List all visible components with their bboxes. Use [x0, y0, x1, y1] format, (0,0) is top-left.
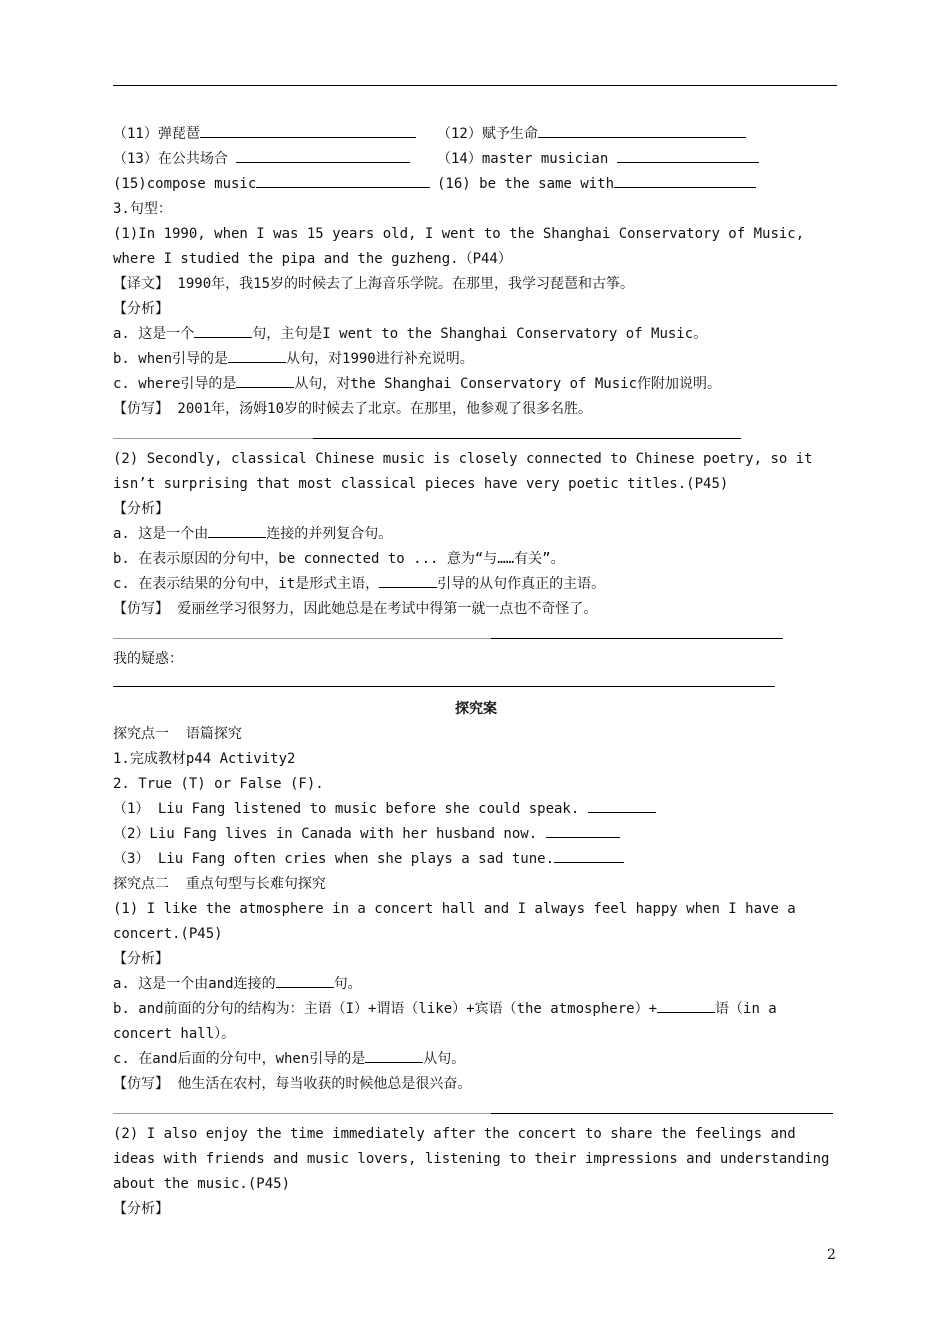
- imitation-prompt: 【仿写】 他生活在农村，每当收获的时候他总是很兴奋。: [113, 1076, 472, 1092]
- answer-blank[interactable]: [228, 347, 286, 363]
- example-sentence: about the music.(P45): [113, 1176, 291, 1192]
- analysis-text: a. 这是一个: [113, 326, 195, 342]
- analysis-item: [113, 372, 839, 397]
- analysis-item: [113, 347, 839, 372]
- answer-blank[interactable]: [256, 172, 430, 188]
- page-number: 2: [827, 1247, 836, 1263]
- analysis-text: 从句。: [423, 1051, 466, 1067]
- subsection-title: 探究点一 语篇探究: [113, 726, 242, 742]
- example-sentence: isn’t surprising that most classical pieces have very poetic titles.(P45): [113, 476, 729, 492]
- doubts-label: 我的疑惑：: [113, 651, 183, 667]
- example-sentence: where I studied the pipa and the guzheng.（P44）: [113, 251, 512, 267]
- analysis-text: a. 这是一个由and连接的: [113, 976, 276, 992]
- imitation-prompt: 【仿写】 2001年，汤姆10岁的时候去了北京。在那里，他参观了很多名胜。: [113, 401, 592, 417]
- statement-text: （1） Liu Fang listened to music before she could speak.: [113, 801, 588, 817]
- answer-blank[interactable]: [236, 372, 294, 388]
- true-false-item: [113, 822, 839, 847]
- answer-blank[interactable]: [657, 997, 715, 1013]
- vocab-label: (16) be the same with: [437, 176, 615, 192]
- answer-blank[interactable]: [617, 147, 759, 163]
- analysis-item: b. 在表示原因的分句中，be connected to ... 意为“与……有关”。: [113, 551, 565, 567]
- answer-blank[interactable]: [236, 147, 410, 163]
- analysis-text: 语（in a: [715, 1001, 777, 1017]
- statement-text: （2）Liu Fang lives in Canada with her husband now.: [113, 826, 546, 842]
- vocab-label: （11）弹琵琶: [113, 126, 200, 142]
- translation: 【译文】 1990年，我15岁的时候去了上海音乐学院。在那里，我学习琵琶和古筝。: [113, 276, 634, 292]
- subsection-title: 探究点二 重点句型与长难句探究: [113, 876, 326, 892]
- analysis-text: 从句，对1990进行补充说明。: [286, 351, 474, 367]
- answer-blank[interactable]: [538, 122, 746, 138]
- analysis-text: b. and前面的分句的结构为：主语（I）+谓语（like）+宾语（the atmosphere）+: [113, 1001, 658, 1017]
- analysis-item: [113, 997, 839, 1022]
- example-sentence: (1)In 1990, when I was 15 years old, I went to the Shanghai Conservatory of Music,: [113, 226, 805, 242]
- vocab-label: （13）在公共场合: [113, 151, 237, 167]
- analysis-text: 引导的从句作真正的主语。: [437, 576, 606, 592]
- answer-blank[interactable]: [614, 172, 756, 188]
- vocab-row: [113, 172, 839, 197]
- section-title: 3.句型：: [113, 201, 172, 217]
- header-rule: [113, 85, 837, 86]
- example-sentence: (2) Secondly, classical Chinese music is closely connected to Chinese poetry, so it: [113, 451, 813, 467]
- answer-blank[interactable]: [365, 1047, 423, 1063]
- answer-line[interactable]: [113, 672, 839, 697]
- answer-line[interactable]: [113, 622, 839, 647]
- analysis-text: c. 在and后面的分句中，when引导的是: [113, 1051, 366, 1067]
- analysis-text: 连接的并列复合句。: [266, 526, 393, 542]
- analysis-text: b. when引导的是: [113, 351, 229, 367]
- answer-blank[interactable]: [546, 822, 620, 838]
- answer-blank[interactable]: [554, 847, 624, 863]
- analysis-text: a. 这是一个由: [113, 526, 209, 542]
- statement-text: （3） Liu Fang often cries when she plays a sad tune.: [113, 851, 555, 867]
- analysis-text: 句。: [333, 976, 362, 992]
- answer-blank[interactable]: [379, 572, 437, 588]
- analysis-text: 从句，对the Shanghai Conservatory of Music作附加说明。: [294, 376, 722, 392]
- vocab-row: [113, 122, 839, 147]
- analysis-item: [113, 1047, 839, 1072]
- analysis-label: 【分析】: [113, 501, 169, 517]
- vocab-label: (15)compose music: [113, 176, 257, 192]
- analysis-text: c. where引导的是: [113, 376, 237, 392]
- vocab-row: [113, 147, 839, 172]
- answer-blank[interactable]: [194, 322, 252, 338]
- analysis-item: [113, 322, 839, 347]
- task-item: 1.完成教材p44 Activity2: [113, 751, 296, 767]
- true-false-item: [113, 797, 839, 822]
- imitation-prompt: 【仿写】 爱丽丝学习很努力，因此她总是在考试中得第一就一点也不奇怪了。: [113, 601, 598, 617]
- answer-blank[interactable]: [200, 122, 416, 138]
- analysis-item: [113, 522, 839, 547]
- vocab-label: （14）master musician: [437, 151, 617, 167]
- analysis-label: 【分析】: [113, 301, 169, 317]
- analysis-text: 句，主句是I went to the Shanghai Conservatory of Music。: [252, 326, 708, 342]
- answer-blank[interactable]: [208, 522, 266, 538]
- example-sentence: concert.(P45): [113, 926, 223, 942]
- example-sentence: (2) I also enjoy the time immediately after the concert to share the feelings and: [113, 1126, 796, 1142]
- analysis-label: 【分析】: [113, 1201, 169, 1217]
- analysis-label: 【分析】: [113, 951, 169, 967]
- task-item: 2. True (T) or False (F).: [113, 776, 324, 792]
- vocab-label: （12）赋予生命: [437, 126, 538, 142]
- page-content: [113, 122, 839, 1222]
- analysis-item: [113, 572, 839, 597]
- example-sentence: (1) I like the atmosphere in a concert hall and I always feel happy when I have a: [113, 901, 796, 917]
- answer-line[interactable]: [113, 422, 839, 447]
- true-false-item: [113, 847, 839, 872]
- analysis-item: [113, 972, 839, 997]
- section-heading: 探究案: [455, 701, 497, 717]
- analysis-text: concert hall）。: [113, 1026, 236, 1042]
- answer-line[interactable]: [113, 1097, 839, 1122]
- answer-blank[interactable]: [276, 972, 334, 988]
- answer-blank[interactable]: [588, 797, 656, 813]
- analysis-text: c. 在表示结果的分句中，it是形式主语，: [113, 576, 380, 592]
- example-sentence: ideas with friends and music lovers, listening to their impressions and understanding: [113, 1151, 830, 1167]
